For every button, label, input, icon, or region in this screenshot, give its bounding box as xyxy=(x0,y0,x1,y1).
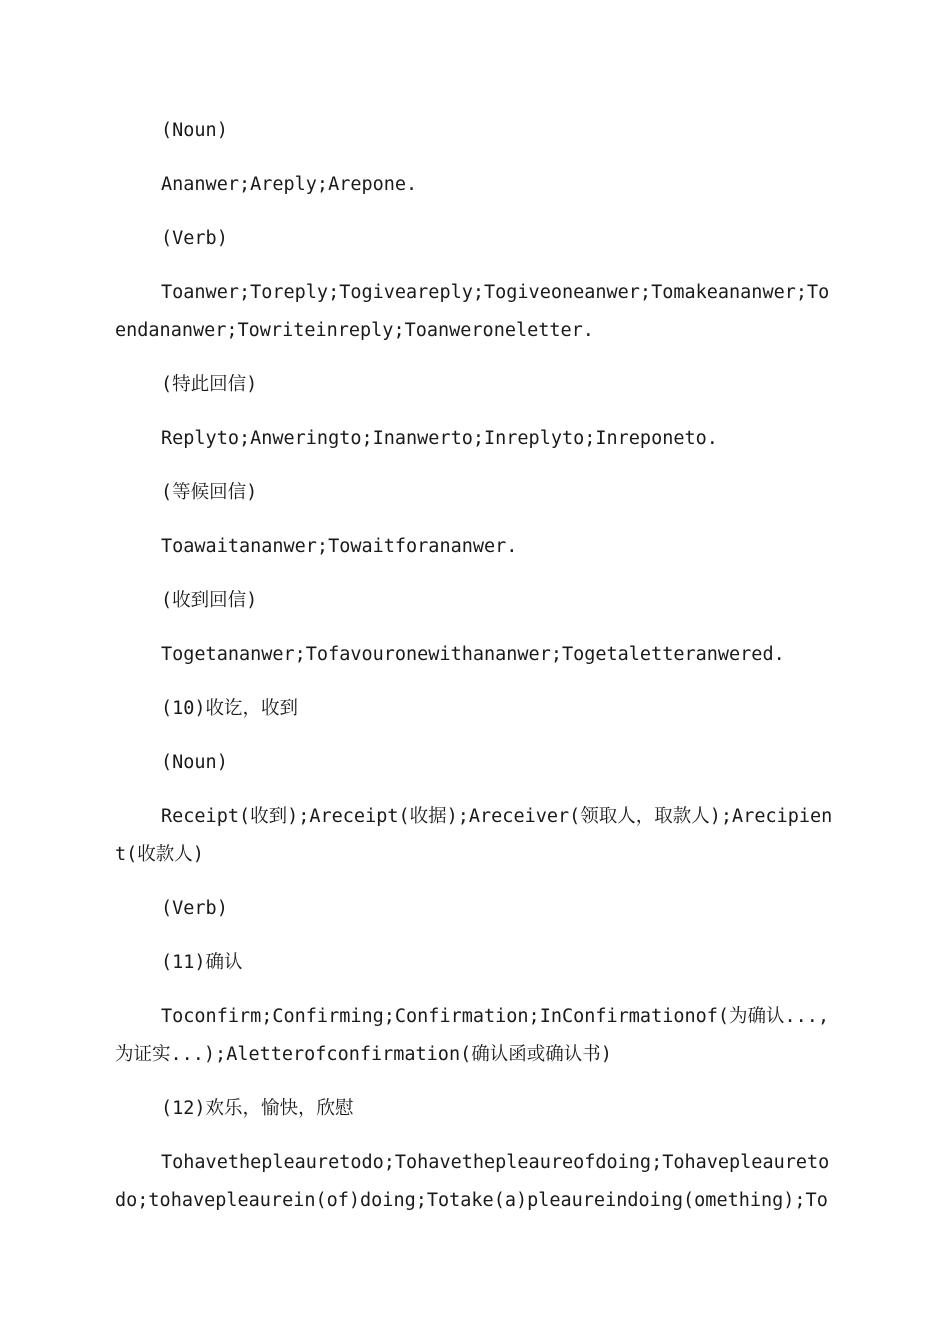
paragraph-noun-answer: Ananwer;Areply;Arepone. xyxy=(161,174,418,195)
section-heading-10: (10)收讫，收到 xyxy=(161,698,299,719)
paragraph-noun-heading: (Noun) xyxy=(161,120,228,141)
paragraph-receive-reply-phrases: Togetananwer;Tofavouronewithananwer;Togetaletteranwered. xyxy=(161,644,785,665)
section-heading-12: (12)欢乐，愉快，欣慰 xyxy=(161,1098,354,1119)
section-heading-11: (11)确认 xyxy=(161,952,243,973)
paragraph-verb-answer: Toanwer;Toreply;Togiveareply;Togiveoneanwer;Tomakeananwer;Toendananwer;Towriteinreply;Toanweroneletter. xyxy=(115,282,830,341)
paragraph-pleasure-terms: Tohavethepleauretodo;Tohavethepleaureofdoing;Tohavepleauretodo;tohavepleaurein(of)doing;Totake(a)pleaureindoing(omething);To xyxy=(115,1152,830,1211)
paragraph-await-heading: (等候回信) xyxy=(161,482,258,503)
paragraph-reply-phrases: Replyto;Anweringto;Inanwerto;Inreplyto;Inreponeto. xyxy=(161,428,718,449)
paragraph-confirm-terms: Toconfirm;Confirming;Confirmation;InConfirmationof(为确认...,为证实...);Aletterofconfirmation(确认函或确认书) xyxy=(115,1006,830,1065)
paragraph-reply-heading: (特此回信) xyxy=(161,374,258,395)
paragraph-receipt-terms: Receipt(收到);Areceipt(收据);Areceiver(领取人，取款人);Arecipient(收款人) xyxy=(115,806,833,865)
paragraph-verb-heading-2: (Verb) xyxy=(161,898,228,919)
paragraph-verb-heading: (Verb) xyxy=(161,228,228,249)
paragraph-receive-reply-heading: (收到回信) xyxy=(161,590,258,611)
paragraph-await-phrases: Toawaitananwer;Towaitforananwer. xyxy=(161,536,518,557)
document-body xyxy=(115,112,835,1236)
paragraph-noun-heading-2: (Noun) xyxy=(161,752,228,773)
